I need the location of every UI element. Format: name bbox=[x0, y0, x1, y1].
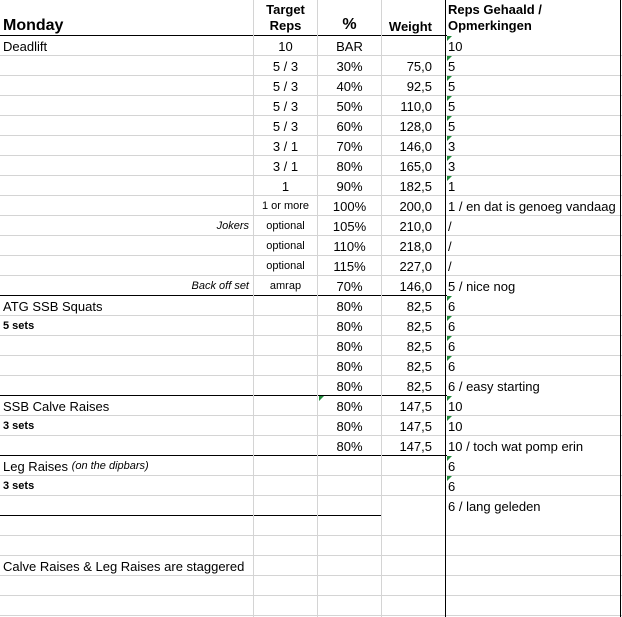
gridline bbox=[0, 375, 622, 376]
percent-cell[interactable] bbox=[318, 456, 381, 476]
percent-cell[interactable]: 80% bbox=[336, 158, 363, 174]
table-row bbox=[0, 416, 622, 436]
column-border bbox=[620, 0, 621, 617]
target-reps-cell[interactable] bbox=[254, 476, 317, 496]
weight-cell[interactable]: 82,5 bbox=[406, 358, 432, 374]
exercise-cell[interactable]: Deadlift bbox=[3, 38, 48, 54]
target-reps-cell[interactable] bbox=[254, 316, 317, 336]
target-reps-cell[interactable]: 3 / 1 bbox=[272, 158, 299, 174]
header-target-reps[interactable]: Target Reps bbox=[266, 2, 305, 33]
notes-cell[interactable] bbox=[448, 596, 622, 616]
exercise-cell[interactable] bbox=[3, 516, 253, 536]
target-reps-cell[interactable] bbox=[254, 436, 317, 456]
percent-cell[interactable] bbox=[318, 476, 381, 496]
percent-cell[interactable]: 90% bbox=[336, 178, 363, 194]
gridline bbox=[0, 55, 622, 56]
cell-marker bbox=[447, 136, 452, 141]
target-reps-cell[interactable]: 5 / 3 bbox=[272, 118, 299, 134]
section-border bbox=[0, 395, 447, 396]
target-reps-cell[interactable]: optional bbox=[266, 220, 305, 232]
exercise-cell[interactable]: ATG SSB Squats bbox=[3, 298, 103, 314]
exercise-cell[interactable] bbox=[3, 596, 253, 616]
notes-cell[interactable]: / bbox=[448, 258, 452, 274]
notes-cell[interactable] bbox=[448, 536, 622, 556]
header-percent[interactable]: % bbox=[342, 16, 357, 33]
notes-cell[interactable]: 6 / lang geleden bbox=[448, 498, 541, 514]
gridline bbox=[0, 135, 622, 136]
exercise-cell[interactable] bbox=[3, 436, 253, 456]
notes-cell[interactable]: 6 bbox=[448, 358, 456, 374]
gridline bbox=[0, 215, 622, 216]
exercise-cell[interactable] bbox=[3, 76, 253, 96]
sets-label[interactable]: 5 sets bbox=[3, 320, 35, 332]
notes-cell[interactable]: 6 bbox=[448, 318, 456, 334]
gridline bbox=[381, 0, 382, 617]
notes-cell[interactable]: 10 bbox=[448, 398, 463, 414]
notes-cell[interactable]: 5 / nice nog bbox=[448, 278, 516, 294]
target-reps-cell[interactable]: amrap bbox=[269, 280, 302, 292]
target-reps-cell[interactable]: 5 / 3 bbox=[272, 98, 299, 114]
cell-marker bbox=[447, 396, 452, 401]
section-border bbox=[0, 35, 447, 36]
notes-cell[interactable]: 10 bbox=[448, 38, 463, 54]
section-border bbox=[0, 455, 447, 456]
notes-cell[interactable] bbox=[448, 576, 622, 596]
table-row bbox=[0, 256, 622, 276]
cell-marker bbox=[447, 316, 452, 321]
exercise-cell[interactable] bbox=[3, 56, 253, 76]
percent-cell[interactable]: 115% bbox=[333, 258, 366, 274]
target-reps-cell[interactable]: 1 or more bbox=[261, 200, 310, 212]
exercise-cell[interactable] bbox=[3, 236, 253, 256]
percent-cell[interactable]: 60% bbox=[336, 118, 363, 134]
table-row bbox=[0, 496, 622, 516]
gridline bbox=[0, 275, 622, 276]
exercise-cell[interactable] bbox=[3, 136, 253, 156]
target-reps-cell[interactable]: optional bbox=[266, 240, 305, 252]
weight-cell[interactable]: 82,5 bbox=[406, 378, 432, 394]
percent-cell[interactable]: 110% bbox=[333, 238, 366, 254]
target-reps-cell[interactable] bbox=[254, 356, 317, 376]
cell-marker bbox=[447, 336, 452, 341]
exercise-cell[interactable] bbox=[3, 576, 253, 596]
exercise-cell[interactable] bbox=[3, 96, 253, 116]
target-reps-cell[interactable] bbox=[254, 416, 317, 436]
gridline bbox=[0, 335, 622, 336]
sets-label[interactable]: 3 sets bbox=[3, 420, 35, 432]
note-cell[interactable]: Calve Raises & Leg Raises are staggered bbox=[3, 558, 245, 574]
table-row bbox=[0, 596, 622, 616]
table-row bbox=[0, 36, 622, 56]
header-row bbox=[0, 0, 622, 36]
exercise-cell[interactable] bbox=[3, 156, 253, 176]
table-row bbox=[0, 336, 622, 356]
table-row bbox=[0, 316, 622, 336]
weight-cell[interactable]: 218,0 bbox=[399, 238, 432, 254]
weight-cell[interactable]: 210,0 bbox=[399, 218, 432, 234]
exercise-note: (on the dipbars) bbox=[71, 460, 149, 472]
percent-cell[interactable]: 80% bbox=[336, 358, 363, 374]
table-row bbox=[0, 476, 622, 496]
table-row bbox=[0, 276, 622, 296]
gridline bbox=[0, 355, 622, 356]
cell-marker bbox=[447, 476, 452, 481]
weight-cell[interactable]: 92,5 bbox=[406, 78, 432, 94]
notes-cell[interactable]: 5 bbox=[448, 98, 456, 114]
percent-cell[interactable]: 70% bbox=[336, 138, 363, 154]
weight-cell[interactable]: 146,0 bbox=[399, 278, 432, 294]
exercise-cell[interactable] bbox=[3, 196, 253, 216]
exercise-cell[interactable] bbox=[3, 176, 253, 196]
table-row bbox=[0, 576, 622, 596]
exercise-cell[interactable] bbox=[3, 376, 253, 396]
table-row bbox=[0, 536, 622, 556]
percent-cell[interactable]: 80% bbox=[336, 378, 363, 394]
cell-marker bbox=[447, 356, 452, 361]
gridline bbox=[0, 315, 622, 316]
target-reps-cell[interactable]: 1 bbox=[281, 178, 290, 194]
target-reps-cell[interactable]: 3 / 1 bbox=[272, 138, 299, 154]
notes-cell[interactable]: 6 bbox=[448, 298, 456, 314]
notes-cell[interactable]: / bbox=[448, 218, 452, 234]
gridline bbox=[0, 595, 622, 596]
weight-cell[interactable]: 147,5 bbox=[399, 398, 432, 414]
weight-cell[interactable]: 110,0 bbox=[400, 98, 432, 114]
exercise-cell[interactable]: SSB Calve Raises bbox=[3, 398, 110, 414]
target-reps-cell[interactable] bbox=[254, 496, 317, 516]
cell-marker bbox=[319, 396, 324, 401]
notes-cell[interactable]: 5 bbox=[448, 58, 456, 74]
percent-cell[interactable]: BAR bbox=[336, 38, 363, 54]
cell-marker bbox=[447, 176, 452, 181]
section-border bbox=[0, 515, 382, 516]
table-row bbox=[0, 216, 622, 236]
table-row bbox=[0, 196, 622, 216]
notes-cell[interactable]: 5 bbox=[448, 78, 456, 94]
target-reps-cell[interactable]: 5 / 3 bbox=[272, 58, 299, 74]
percent-cell[interactable]: 105% bbox=[332, 218, 367, 234]
back-off-set-label[interactable]: Back off set bbox=[191, 280, 249, 292]
weight-cell[interactable]: 147,5 bbox=[399, 438, 432, 454]
target-reps-cell[interactable] bbox=[254, 336, 317, 356]
cell-marker bbox=[447, 116, 452, 121]
weight-cell[interactable]: 128,0 bbox=[399, 118, 432, 134]
gridline bbox=[0, 255, 622, 256]
section-border bbox=[0, 295, 447, 296]
percent-cell[interactable]: 80% bbox=[336, 438, 363, 454]
weight-cell[interactable]: 165,0 bbox=[399, 158, 432, 174]
weight-cell[interactable]: 82,5 bbox=[406, 298, 432, 314]
target-reps-cell[interactable]: optional bbox=[266, 260, 305, 272]
header-weight[interactable]: Weight bbox=[388, 19, 432, 34]
percent-cell[interactable]: 30% bbox=[336, 58, 363, 74]
gridline bbox=[0, 75, 622, 76]
gridline bbox=[253, 0, 254, 617]
percent-cell[interactable]: 80% bbox=[336, 398, 363, 414]
header-day[interactable]: Monday bbox=[3, 17, 64, 34]
percent-cell[interactable] bbox=[318, 496, 381, 516]
gridline bbox=[0, 575, 622, 576]
weight-cell[interactable] bbox=[382, 476, 432, 496]
percent-cell[interactable]: 80% bbox=[336, 338, 363, 354]
gridline bbox=[0, 535, 622, 536]
percent-cell[interactable]: 40% bbox=[336, 78, 363, 94]
notes-cell[interactable]: / bbox=[448, 238, 452, 254]
gridline bbox=[0, 475, 622, 476]
exercise-cell[interactable] bbox=[3, 336, 253, 356]
weight-cell[interactable]: 182,5 bbox=[399, 178, 432, 194]
weight-cell[interactable] bbox=[382, 456, 432, 476]
percent-cell[interactable]: 80% bbox=[336, 418, 363, 434]
gridline bbox=[0, 235, 622, 236]
notes-cell[interactable]: 6 bbox=[448, 458, 456, 474]
notes-cell[interactable]: 3 bbox=[448, 138, 456, 154]
cell-marker bbox=[447, 56, 452, 61]
table-row bbox=[0, 356, 622, 376]
gridline bbox=[317, 0, 318, 617]
gridline bbox=[0, 115, 622, 116]
table-row bbox=[0, 236, 622, 256]
notes-cell[interactable]: 6 bbox=[448, 338, 456, 354]
gridline bbox=[0, 495, 622, 496]
table-row bbox=[0, 96, 622, 116]
weight-cell[interactable]: 82,5 bbox=[406, 318, 432, 334]
gridline bbox=[0, 175, 622, 176]
jokers-label[interactable]: Jokers bbox=[216, 220, 249, 232]
notes-cell[interactable] bbox=[448, 516, 622, 536]
table-row bbox=[0, 376, 622, 396]
weight-cell[interactable]: 227,0 bbox=[399, 258, 432, 274]
cell-marker bbox=[447, 76, 452, 81]
gridline bbox=[0, 435, 622, 436]
cell-marker bbox=[447, 296, 452, 301]
cell-marker bbox=[447, 156, 452, 161]
table-row bbox=[0, 556, 622, 576]
gridline bbox=[0, 195, 622, 196]
table-row bbox=[0, 436, 622, 456]
weight-cell[interactable]: 146,0 bbox=[399, 138, 432, 154]
sets-label[interactable]: 3 sets bbox=[3, 480, 35, 492]
table-row bbox=[0, 136, 622, 156]
weight-cell[interactable]: 200,0 bbox=[399, 198, 432, 214]
cell-marker bbox=[447, 456, 452, 461]
table-row bbox=[0, 56, 622, 76]
notes-cell[interactable]: 6 bbox=[448, 478, 456, 494]
percent-cell[interactable]: 80% bbox=[336, 298, 363, 314]
target-reps-cell[interactable] bbox=[254, 296, 317, 316]
exercise-cell[interactable] bbox=[3, 356, 253, 376]
weight-cell[interactable] bbox=[382, 496, 432, 516]
notes-cell[interactable]: 6 / easy starting bbox=[448, 378, 540, 394]
table-row bbox=[0, 296, 622, 316]
exercise-cell[interactable] bbox=[3, 536, 253, 556]
notes-cell[interactable]: 3 bbox=[448, 158, 456, 174]
exercise-name: Leg Raises bbox=[3, 458, 69, 474]
percent-cell[interactable]: 80% bbox=[336, 318, 363, 334]
table-row bbox=[0, 396, 622, 416]
gridline bbox=[0, 95, 622, 96]
weight-cell[interactable]: 75,0 bbox=[406, 58, 432, 74]
weight-cell[interactable]: 147,5 bbox=[399, 418, 432, 434]
header-notes[interactable]: Reps Gehaald / Opmerkingen bbox=[448, 2, 542, 33]
weight-cell[interactable]: 82,5 bbox=[406, 338, 432, 354]
percent-cell[interactable]: 70% bbox=[336, 278, 363, 294]
notes-cell[interactable] bbox=[448, 556, 622, 576]
table-row bbox=[0, 76, 622, 96]
table-row bbox=[0, 156, 622, 176]
exercise-cell[interactable] bbox=[3, 496, 253, 516]
target-reps-cell[interactable]: 5 / 3 bbox=[272, 78, 299, 94]
exercise-cell[interactable] bbox=[3, 456, 253, 476]
gridline bbox=[0, 155, 622, 156]
cell-marker bbox=[447, 416, 452, 421]
column-border bbox=[445, 0, 446, 617]
gridline bbox=[0, 555, 622, 556]
cell-marker bbox=[447, 36, 452, 41]
notes-cell[interactable]: 5 bbox=[448, 118, 456, 134]
cell-marker bbox=[447, 96, 452, 101]
exercise-cell[interactable] bbox=[3, 116, 253, 136]
notes-cell[interactable]: 10 / toch wat pomp erin bbox=[448, 438, 584, 454]
target-reps-cell[interactable] bbox=[254, 456, 317, 476]
notes-cell[interactable]: 1 / en dat is genoeg vandaag bbox=[448, 198, 616, 214]
percent-cell[interactable]: 100% bbox=[332, 198, 367, 214]
table-row bbox=[0, 456, 622, 476]
weight-cell[interactable] bbox=[382, 36, 432, 56]
percent-cell[interactable]: 50% bbox=[336, 98, 363, 114]
target-reps-cell[interactable]: 10 bbox=[278, 38, 293, 54]
gridline bbox=[0, 615, 622, 616]
notes-cell[interactable]: 10 bbox=[448, 418, 463, 434]
target-reps-cell[interactable] bbox=[254, 376, 317, 396]
exercise-cell[interactable] bbox=[3, 256, 253, 276]
table-row bbox=[0, 116, 622, 136]
gridline bbox=[0, 415, 622, 416]
table-row bbox=[0, 176, 622, 196]
notes-cell[interactable]: 1 bbox=[448, 178, 456, 194]
target-reps-cell[interactable] bbox=[254, 396, 317, 416]
table-row bbox=[0, 516, 622, 536]
